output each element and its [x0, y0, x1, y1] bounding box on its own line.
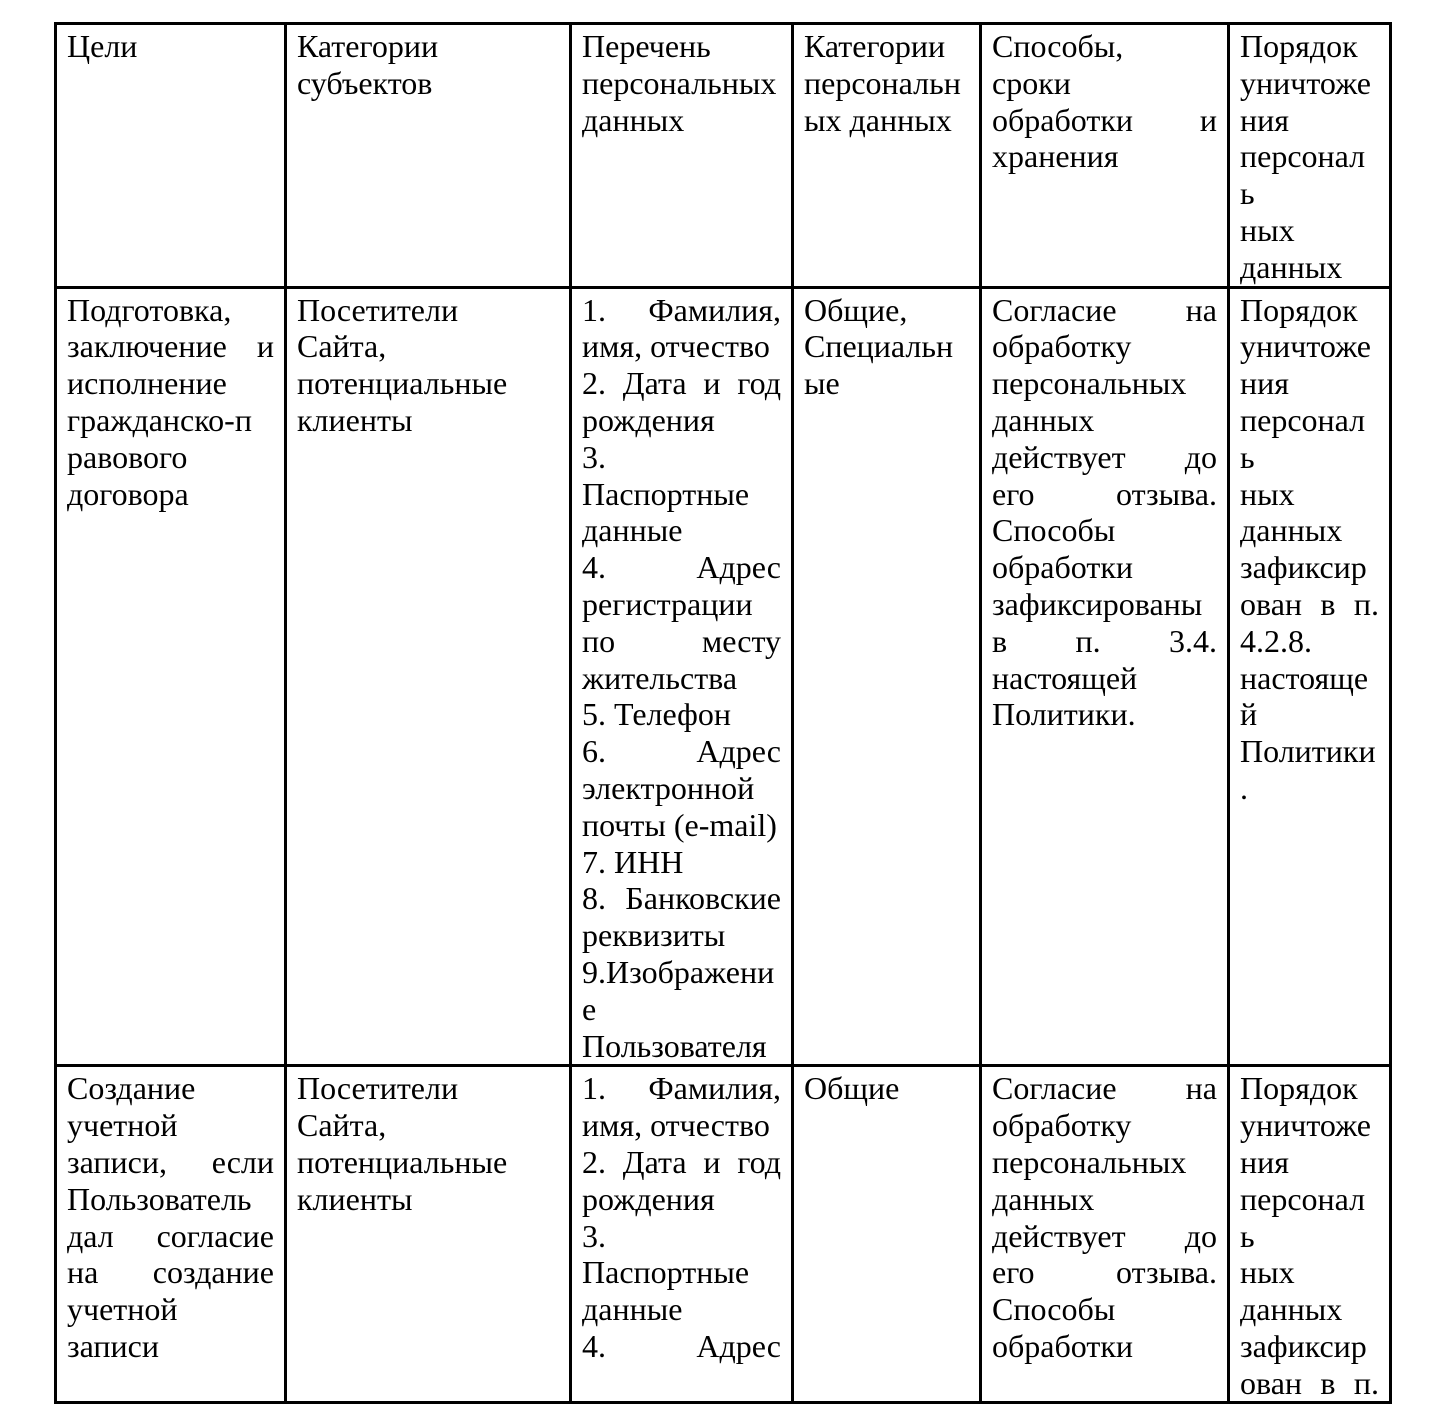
- cell-line: имя, отчество: [582, 1107, 770, 1144]
- cell-line: уничтоже: [1240, 1107, 1371, 1144]
- cell-line: записи: [67, 1327, 159, 1364]
- cell-line: Сайта,: [297, 1107, 387, 1144]
- cell-line: регистрации: [582, 585, 753, 622]
- cell-line: ован в п.: [1240, 585, 1379, 622]
- cell-line: почты (e-mail): [582, 806, 777, 843]
- cell-line: Способы,: [992, 28, 1124, 64]
- cell-line: дал согласие: [67, 1217, 274, 1254]
- table-cell: [56, 1066, 286, 1403]
- cell-line: ных: [1240, 475, 1295, 512]
- table-cell: [793, 287, 981, 1066]
- cell-line: персональных: [992, 1143, 1187, 1180]
- cell-line: обработки и: [992, 101, 1217, 138]
- cell-line: исполнение: [67, 365, 227, 402]
- cell-line: заключение и: [67, 328, 274, 365]
- cell-line: Согласие на: [992, 1070, 1217, 1107]
- cell-line: записи, если: [67, 1143, 274, 1180]
- cell-line: ых данных: [804, 101, 952, 138]
- header-cell: [981, 24, 1229, 288]
- cell-line: учетной: [67, 1107, 178, 1144]
- cell-line: 7. ИНН: [582, 843, 684, 880]
- cell-line: 9.Изображени: [582, 953, 775, 990]
- table-cell: [981, 287, 1229, 1066]
- table-cell: [1229, 1066, 1391, 1403]
- cell-line: на создание: [67, 1254, 274, 1291]
- cell-line: зафиксир: [1240, 549, 1367, 586]
- cell-line: клиенты: [297, 1180, 413, 1217]
- cell-line: персональн: [804, 64, 961, 101]
- cell-line: Порядок: [1240, 1070, 1358, 1107]
- cell-line: данных: [1240, 512, 1343, 549]
- cell-line: ных: [1240, 211, 1295, 248]
- cell-line: ния: [1240, 365, 1289, 402]
- header-cell: [56, 24, 286, 288]
- cell-line: 3.: [582, 438, 606, 475]
- cell-line: уничтоже: [1240, 64, 1371, 101]
- cell-line: Посетители: [297, 1070, 459, 1107]
- cell-line: 6. Адрес: [582, 733, 781, 770]
- cell-line: хранения: [992, 138, 1119, 175]
- cell-line: договора: [67, 475, 189, 512]
- cell-line: Перечень: [582, 28, 711, 64]
- table-cell: [981, 1066, 1229, 1403]
- table-row: [56, 287, 1391, 1066]
- cell-line: имя, отчество: [582, 328, 770, 365]
- cell-line: 5. Телефон: [582, 696, 731, 733]
- cell-line: настоящей: [992, 659, 1138, 696]
- cell-line: Способы: [992, 512, 1116, 549]
- cell-line: Пользователь: [67, 1180, 252, 1217]
- cell-line: ных: [1240, 1254, 1295, 1291]
- cell-line: обработки: [992, 549, 1133, 586]
- header-cell: [1229, 24, 1391, 288]
- cell-line: по месту: [582, 622, 781, 659]
- cell-line: Посетители: [297, 291, 459, 328]
- cell-line: Порядок: [1240, 291, 1358, 328]
- cell-line: электронной: [582, 769, 755, 806]
- cell-line: данных: [992, 1180, 1095, 1217]
- cell-line: потенциальные: [297, 365, 508, 402]
- cell-line: ния: [1240, 1143, 1289, 1180]
- cell-line: Общие: [804, 1070, 900, 1107]
- cell-line: ые: [804, 365, 840, 402]
- cell-line: равового: [67, 438, 188, 475]
- cell-line: учетной: [67, 1291, 178, 1328]
- cell-line: гражданско-п: [67, 401, 252, 438]
- cell-line: Категории: [297, 28, 439, 64]
- cell-line: Подготовка,: [67, 291, 232, 328]
- cell-line: 4.2.8.: [1240, 622, 1312, 659]
- cell-line: потенциальные: [297, 1143, 508, 1180]
- cell-line: Общие,: [804, 291, 908, 328]
- cell-line: персональ: [1240, 1180, 1366, 1254]
- cell-line: реквизиты: [582, 917, 726, 954]
- cell-line: его отзыва.: [992, 1254, 1217, 1291]
- cell-line: действует до: [992, 438, 1217, 475]
- cell-line: Создание: [67, 1070, 196, 1107]
- cell-line: обработку: [992, 328, 1132, 365]
- cell-line: 1. Фамилия,: [582, 291, 781, 328]
- cell-line: Пользователя: [582, 1027, 767, 1064]
- cell-line: рождения: [582, 1180, 715, 1217]
- cell-line: 8. Банковские: [582, 880, 781, 917]
- cell-line: субъектов: [297, 64, 433, 101]
- cell-line: в п. 3.4.: [992, 622, 1217, 659]
- header-cell: [571, 24, 793, 288]
- cell-line: обработки: [992, 1327, 1133, 1364]
- header-cell: [286, 24, 571, 288]
- cell-line: 2. Дата и год: [582, 365, 781, 402]
- cell-line: 2. Дата и год: [582, 1143, 781, 1180]
- cell-line: жительства: [582, 659, 738, 696]
- personal-data-table: [54, 22, 1392, 1404]
- cell-line: Политики: [1240, 733, 1376, 770]
- cell-line: Категории: [804, 28, 946, 64]
- cell-line: Порядок: [1240, 28, 1358, 64]
- table-cell: [1229, 287, 1391, 1066]
- cell-line: 3.: [582, 1217, 606, 1254]
- cell-line: .: [1240, 769, 1248, 806]
- cell-line: данных: [992, 401, 1095, 438]
- cell-line: персональных: [992, 365, 1187, 402]
- cell-line: уничтоже: [1240, 328, 1371, 365]
- cell-line: 4. Адрес: [582, 1327, 781, 1364]
- cell-line: данных: [1240, 1291, 1343, 1328]
- cell-line: Паспортные: [582, 475, 750, 512]
- cell-line: настояще: [1240, 659, 1369, 696]
- cell-line: обработку: [992, 1107, 1132, 1144]
- cell-line: Политики.: [992, 696, 1136, 733]
- cell-line: персональ: [1240, 138, 1366, 212]
- cell-line: персональ: [1240, 401, 1366, 475]
- cell-line: й: [1240, 696, 1258, 733]
- table-cell: [286, 1066, 571, 1403]
- cell-line: Цели: [67, 28, 138, 64]
- cell-line: зафиксир: [1240, 1327, 1367, 1364]
- cell-line: Согласие на: [992, 291, 1217, 328]
- table-cell: [793, 1066, 981, 1403]
- cell-line: е: [582, 990, 597, 1027]
- cell-line: Специальн: [804, 328, 954, 365]
- cell-line: рождения: [582, 401, 715, 438]
- cell-line: данных: [582, 101, 685, 138]
- cell-line: Паспортные: [582, 1254, 750, 1291]
- cell-line: Сайта,: [297, 328, 387, 365]
- cell-line: сроки: [992, 64, 1071, 101]
- cell-line: клиенты: [297, 401, 413, 438]
- cell-line: Способы: [992, 1291, 1116, 1328]
- cell-line: 4. Адрес: [582, 549, 781, 586]
- table-cell: [571, 1066, 793, 1403]
- cell-line: действует до: [992, 1217, 1217, 1254]
- cell-line: ован в п.: [1240, 1364, 1379, 1401]
- cell-line: данных: [1240, 248, 1343, 285]
- table-row: [56, 1066, 1391, 1403]
- header-cell: [793, 24, 981, 288]
- table-header-row: [56, 24, 1391, 288]
- cell-line: ния: [1240, 101, 1289, 138]
- cell-line: зафиксированы: [992, 585, 1203, 622]
- cell-line: данные: [582, 512, 683, 549]
- cell-line: персональных: [582, 64, 777, 101]
- cell-line: данные: [582, 1291, 683, 1328]
- table-cell: [571, 287, 793, 1066]
- table-cell: [56, 287, 286, 1066]
- cell-line: 1. Фамилия,: [582, 1070, 781, 1107]
- cell-line: его отзыва.: [992, 475, 1217, 512]
- table-cell: [286, 287, 571, 1066]
